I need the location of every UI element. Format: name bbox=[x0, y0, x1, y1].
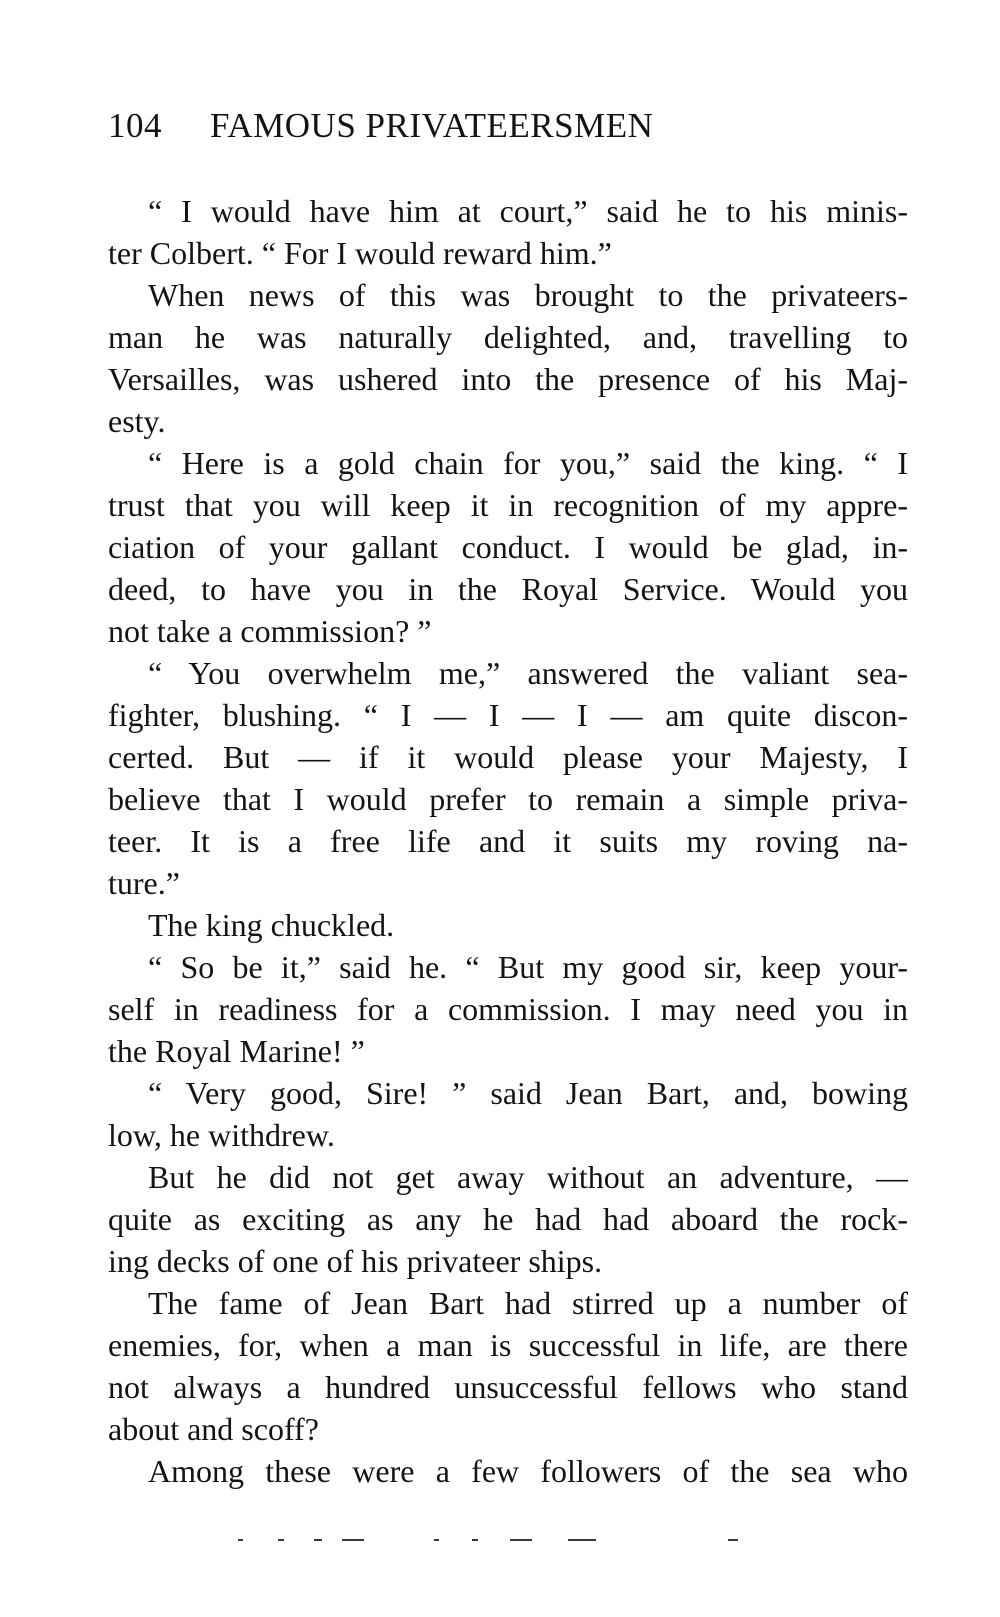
text-line: “ So be it,” said he. “ But my good sir, keep your- bbox=[148, 949, 908, 985]
text-line: believe that I would prefer to remain a simple priva- bbox=[108, 781, 908, 817]
text-line: ing decks of one of his privateer ships. bbox=[108, 1243, 603, 1279]
text-line: “ Here is a gold chain for you,” said the king. “ I bbox=[148, 445, 908, 481]
text-line: deed, to have you in the Royal Service. Would you bbox=[108, 571, 908, 607]
text-line: “ Very good, Sire! ” said Jean Bart, and, bowing bbox=[148, 1075, 908, 1111]
text-line: quite as exciting as any he had had aboard the rock- bbox=[108, 1201, 908, 1237]
text-line: fighter, blushing. “ I — I — I — am quite discon- bbox=[108, 697, 908, 733]
text-line: teer. It is a free life and it suits my roving na- bbox=[108, 823, 908, 859]
text-line: not always a hundred unsuccessful fellows who stand bbox=[108, 1369, 908, 1405]
text-line: enemies, for, when a man is successful in life, are there bbox=[108, 1327, 908, 1363]
text-line: Versailles, was ushered into the presence of his Maj- bbox=[108, 361, 908, 397]
text-line: ter Colbert. “ For I would reward him.” bbox=[108, 235, 612, 271]
text-line: man he was naturally delighted, and, travelling to bbox=[108, 319, 908, 355]
text-line: trust that you will keep it in recognition of my appre- bbox=[108, 487, 908, 523]
text-line: low, he withdrew. bbox=[108, 1117, 335, 1153]
text-line: the Royal Marine! ” bbox=[108, 1033, 365, 1069]
text-line: ciation of your gallant conduct. I would be glad, in- bbox=[108, 529, 908, 565]
text-line: “ I would have him at court,” said he to his minis- bbox=[148, 193, 908, 229]
text-line: self in readiness for a commission. I may need you in bbox=[108, 991, 908, 1027]
text-line: esty. bbox=[108, 403, 166, 439]
text-line: “ You overwhelm me,” answered the valiant sea- bbox=[148, 655, 908, 691]
text-line: But he did not get away without an adventure, — bbox=[148, 1159, 908, 1195]
text-line: about and scoff? bbox=[108, 1411, 319, 1447]
text-line: not take a commission? ” bbox=[108, 613, 432, 649]
cut-off-next-line-marks bbox=[238, 1539, 758, 1545]
text-line: Among these were a few followers of the sea who bbox=[148, 1453, 908, 1489]
text-line: The fame of Jean Bart had stirred up a number of bbox=[148, 1285, 908, 1321]
text-line: When news of this was brought to the privateers- bbox=[148, 277, 908, 313]
running-title: FAMOUS PRIVATEERSMEN bbox=[210, 106, 654, 145]
text-line: The king chuckled. bbox=[148, 907, 395, 943]
text-line: certed. But — if it would please your Majesty, I bbox=[108, 739, 908, 775]
running-head bbox=[108, 104, 908, 148]
body-text bbox=[108, 190, 908, 1492]
text-line: ture.” bbox=[108, 865, 180, 901]
page-number: 104 bbox=[108, 106, 162, 145]
